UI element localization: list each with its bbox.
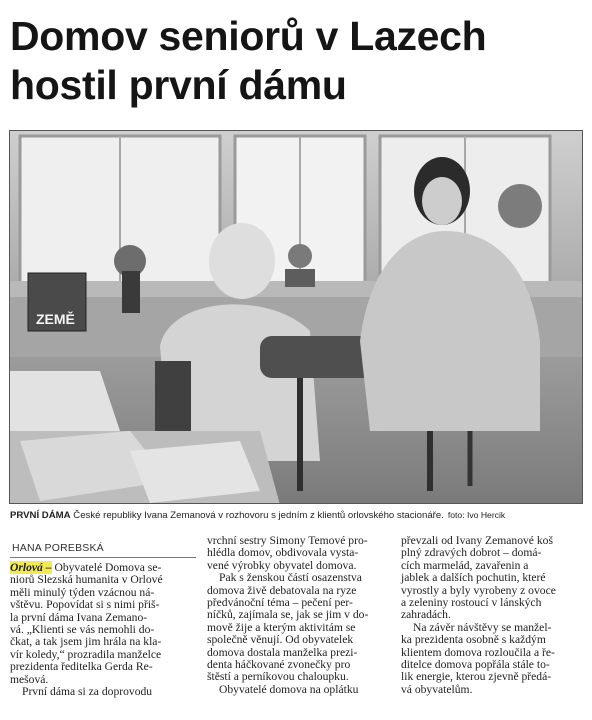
column-line: denta háčkované zvonečky pro (207, 658, 351, 672)
column-line: měli minulý týden vzácnou ná- (10, 585, 155, 599)
column-line: Na závěr návštěvy se manžel- (413, 620, 552, 634)
photo-caption (10, 509, 582, 522)
column-line: vené výrobky obyvatel domova. (207, 558, 357, 572)
article-column-1 (10, 562, 192, 698)
column-line: vír koledy,“ prozradila manželce (10, 647, 162, 661)
column-line: Obyvatelé domova na oplátku (219, 682, 359, 696)
caption-lead: PRVNÍ DÁMA (10, 510, 71, 521)
article-headline (10, 12, 582, 110)
caption-text: České republiky Ivana Zemanová v rozhovoru s jedním z klientů orlovského stacionáře. (70, 510, 444, 521)
article-column-3 (401, 535, 583, 696)
column-line: plný zdravých dobrot – domá- (401, 546, 542, 560)
dateline: Orlová – (10, 561, 52, 574)
photo-illustration (10, 131, 583, 504)
column-line: vá. „Klienti se vás nemohli do- (10, 623, 155, 637)
column-line: První dáma si za doprovodu (22, 685, 153, 699)
column-line: Orlová – Obyvatelé Domova se- (10, 561, 162, 574)
column-line: ditelce domova popřála stále to- (401, 658, 550, 672)
headline-line-1: Domov seniorů v Lazech (10, 13, 487, 59)
column-line: jablek a dalších pochutin, které (401, 571, 546, 585)
column-line: převzali od Ivany Zemanové koš (401, 534, 553, 547)
column-line: lik energie, kterou zjevně předá- (401, 670, 552, 684)
column-line: cích marmelád, zavařenin a (401, 558, 529, 572)
column-line: klientem domova rozloučila a ře- (401, 645, 555, 659)
column-line: vštěvu. Popovídat si s nimi přiš- (10, 598, 160, 612)
column-line: mově žije a kterým aktivitám se (207, 620, 356, 634)
article-column-2 (207, 535, 389, 696)
column-line: hlédla domov, obdivovala vysta- (207, 546, 359, 560)
poster-text: ZEMĚ (36, 311, 75, 327)
author-byline: HANA POREBSKÁ (12, 542, 104, 554)
column-line: vá obyvatelům. (401, 682, 473, 696)
article-photo (9, 130, 583, 504)
column-line: níčků, zajímala se, jak se jim v do- (207, 608, 369, 622)
byline-divider (10, 557, 196, 558)
column-line: a zeleniny rostoucí v lánských (401, 596, 542, 610)
column-line: niorů Slezská humanita v Orlové (10, 573, 163, 587)
photo-credit: foto: Ivo Hercik (447, 510, 506, 520)
column-line: Pak s ženskou částí osazenstva (219, 571, 362, 585)
column-line: mešová. (10, 672, 49, 686)
column-line: la první dáma Ivana Zemano- (10, 610, 148, 624)
column-line: vyrostly a byly vyrobeny z ovoce (401, 583, 556, 597)
column-line: vrchní sestry Simony Temové pro- (207, 534, 368, 547)
column-line: štěstí a perníkovou chaloupku. (207, 670, 349, 684)
column-line: společně věnují. Od obyvatelek (207, 633, 354, 647)
column-line: domova živě debatovala na ryze (207, 583, 357, 597)
headline-line-2: hostil první dámu (10, 62, 347, 108)
column-line: ka prezidenta osobně s každým (401, 633, 546, 647)
column-line: zahradách. (401, 608, 451, 622)
column-line: čkat, a tak jsem jim hrála na kla- (10, 635, 162, 649)
column-line: předvánoční téma – pečení per- (207, 596, 353, 610)
column-line: domova dostala manželka prezi- (207, 645, 358, 659)
column-line: prezidenta ředitelka Gerda Re- (10, 660, 153, 674)
